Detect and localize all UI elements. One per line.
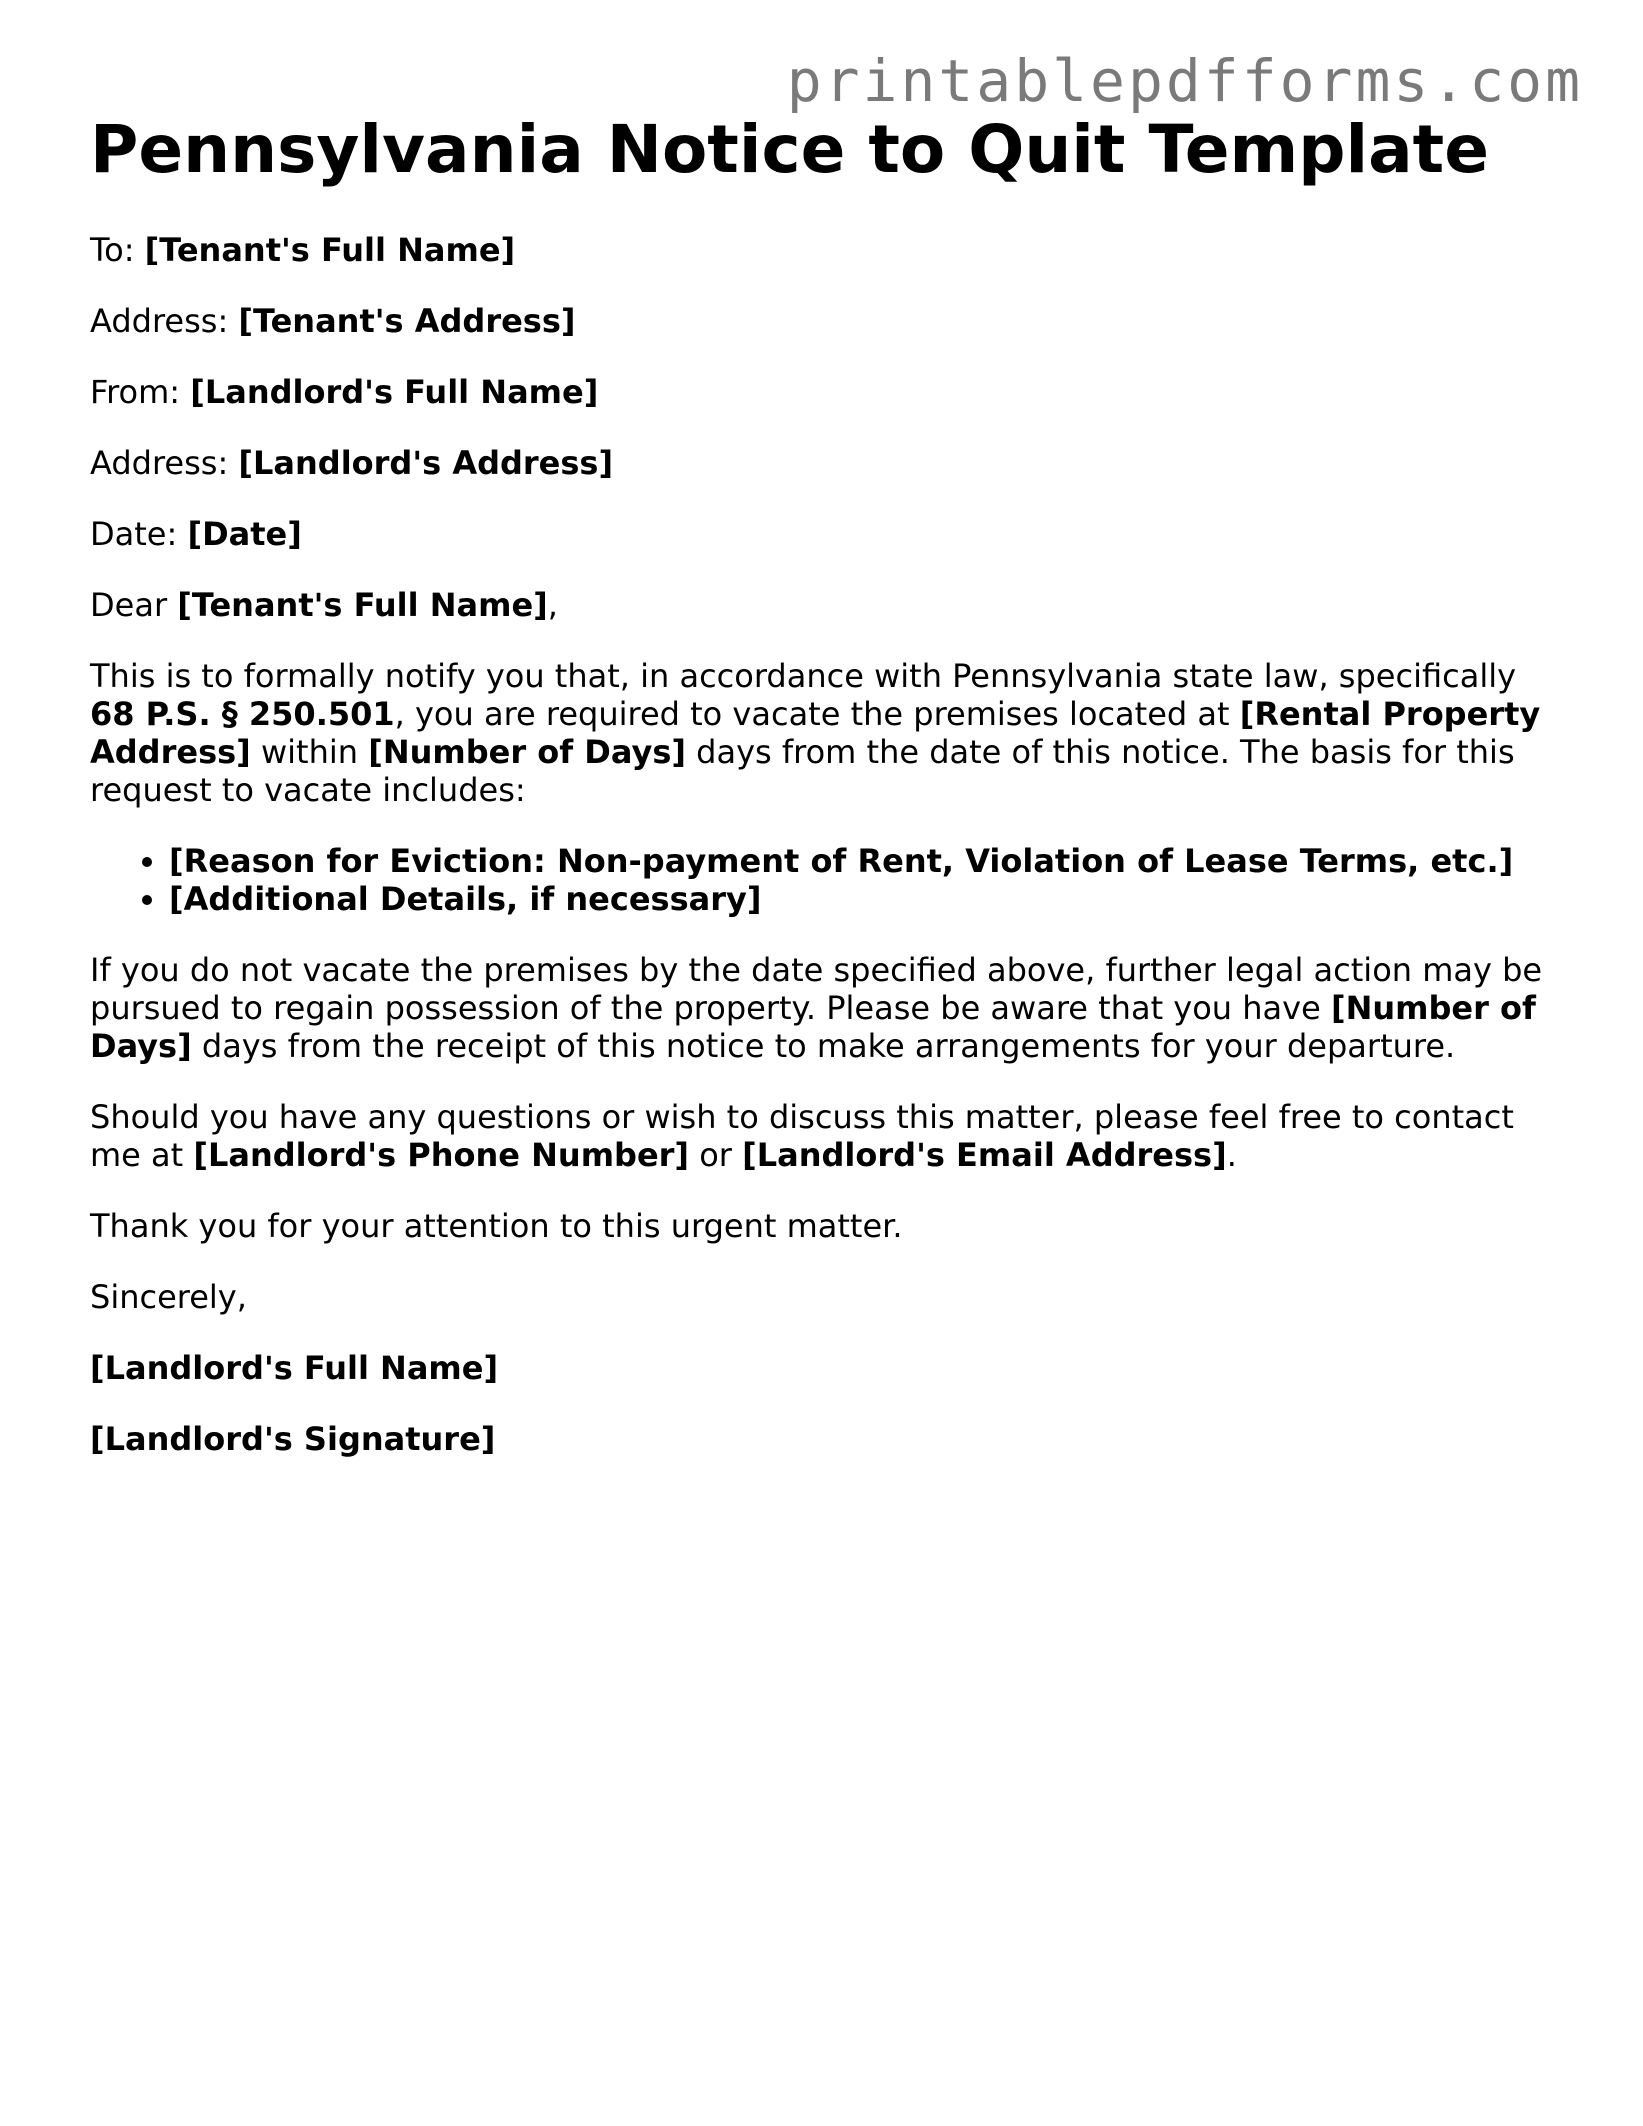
list-item: • [Additional Details, if necessary] — [169, 880, 1558, 918]
signature-name-line — [90, 1349, 1558, 1387]
tenant-address-label: Address: — [90, 302, 229, 341]
date-label: Date: — [90, 515, 178, 554]
notice-paragraph — [90, 657, 1558, 809]
consequence-text-1: If you do not vacate the premises by the date specified above, further legal action may be pursued to regain possession of the property. Please be aware that you have — [90, 951, 1543, 1028]
signature-placeholder: [Landlord's Signature] — [90, 1420, 496, 1459]
tenant-address-line — [90, 302, 1558, 340]
notice-text-2: , you are required to vacate the premises located at — [394, 695, 1230, 734]
landlord-address-label: Address: — [90, 444, 229, 483]
number-of-days: [Number of Days] — [90, 989, 1536, 1066]
from-label: From: — [90, 373, 181, 412]
to-label: To: — [90, 231, 135, 270]
notice-text-1: This is to formally notify you that, in accordance with Pennsylvania state law, specifically — [90, 657, 1517, 696]
notice-text-4: days from the date of this notice. The basis for this request to vacate includes: — [90, 733, 1515, 810]
closing-line: Sincerely, — [90, 1278, 247, 1317]
consequence-text-2: days from the receipt of this notice to make arrangements for your departure. — [201, 1027, 1456, 1066]
to-line — [90, 231, 1558, 269]
statute-reference: 68 P.S. § 250.501 — [90, 695, 395, 734]
list-item: • [Reason for Eviction: Non-payment of Rent, Violation of Lease Terms, etc.] — [169, 842, 1558, 880]
number-of-days: [Number of Days] — [368, 733, 686, 772]
watermark: printablepdfforms.com — [786, 47, 1583, 115]
landlord-address-value: [Landlord's Address] — [238, 444, 614, 483]
landlord-email: [Landlord's Email Address] — [742, 1136, 1227, 1175]
thanks-line: Thank you for your attention to this urgent matter. — [90, 1207, 903, 1246]
consequence-paragraph — [90, 951, 1558, 1065]
salutation — [90, 586, 1558, 624]
salutation-suffix: , — [547, 586, 558, 625]
rental-property-address: [Rental Property Address] — [90, 695, 1541, 772]
letter-content — [90, 110, 1558, 1491]
salutation-name: [Tenant's Full Name] — [177, 586, 548, 625]
date-line — [90, 515, 1558, 553]
contact-paragraph — [90, 1098, 1558, 1174]
notice-text-3: within — [260, 733, 359, 772]
from-line — [90, 373, 1558, 411]
signature-name: [Landlord's Full Name] — [90, 1349, 499, 1388]
signature-line — [90, 1420, 1558, 1458]
landlord-phone: [Landlord's Phone Number] — [193, 1136, 690, 1175]
contact-text-2: or — [699, 1136, 732, 1175]
salutation-prefix: Dear — [90, 586, 168, 625]
to-value: [Tenant's Full Name] — [144, 231, 516, 270]
date-value: [Date] — [187, 515, 302, 554]
contact-text-1: Should you have any questions or wish to discuss this matter, please feel free to contact me at — [90, 1098, 1514, 1175]
page-title: Pennsylvania Notice to Quit Template — [90, 111, 1489, 188]
landlord-address-line — [90, 444, 1558, 482]
contact-text-3: . — [1226, 1136, 1237, 1175]
reasons-list — [90, 842, 1558, 918]
from-value: [Landlord's Full Name] — [190, 373, 599, 412]
tenant-address-value: [Tenant's Address] — [238, 302, 576, 341]
